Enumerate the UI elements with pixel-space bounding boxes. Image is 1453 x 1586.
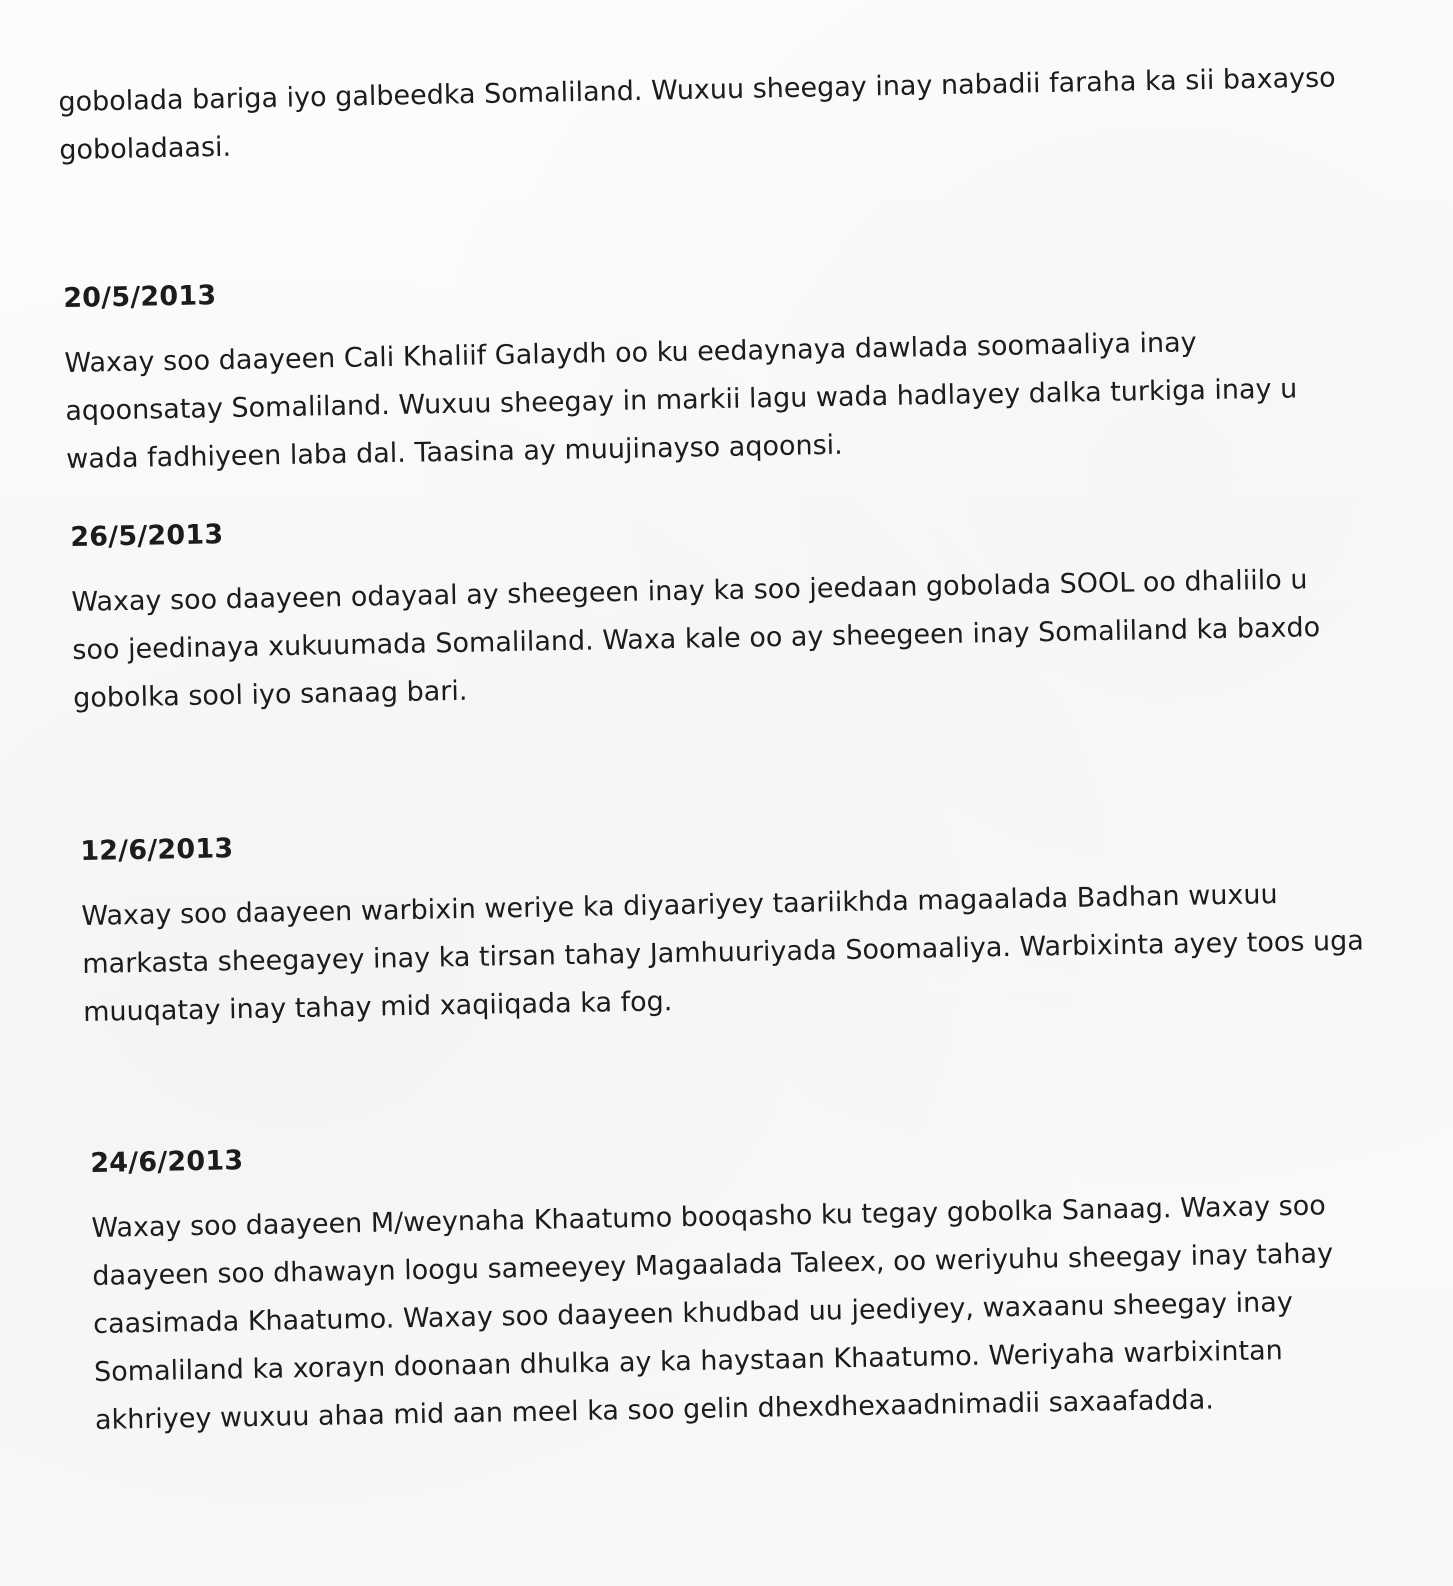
entry-section — [90, 1124, 1385, 1445]
entry-date: 26/5/2013 — [70, 519, 224, 553]
entry-paragraph: Waxay soo daayeen odayaal ay sheegeen inay ka soo jeedaan gobolada SOOL oo dhaliilo u soo jeedinaya xukuumada Somaliland. Waxa kale oo ay sheegeen inay Somaliland ka baxdo gobolka sool iyo sanaag bari. — [71, 564, 1321, 715]
entry-section — [63, 259, 1356, 484]
entry-date: 20/5/2013 — [63, 280, 217, 314]
entry-date: 12/6/2013 — [80, 833, 234, 867]
entry-section — [70, 498, 1363, 723]
entry-paragraph: Waxay soo daayeen M/weynaha Khaatumo booqasho ku tegay gobolka Sanaag. Waxay soo daayeen soo dhawayn loogu sameeyey Magaalada Taleex, oo weriyuhu sheegay inay tahay caasimada Khaatumo. Waxay soo daayeen khudbad uu jeediyey, waxaanu sheegay inay Somaliland ka xorayn doonaan dhulka ay ka haystaan Khaatumo. Weriyaha warbixintan akhriyey wuxuu ahaa mid aan meel ka soo gelin dhexdhexaadnimadii saxaafadda. — [91, 1190, 1334, 1437]
intro-paragraph: gobolada bariga iyo galbeedka Somaliland. Wuxuu sheegay inay nabadii faraha ka sii baxayso goboladaasi. — [58, 62, 1336, 167]
entry-paragraph: Waxay soo daayeen warbixin weriye ka diyaariyey taariikhda magaalada Badhan wuxuu markasta sheegayey inay ka tirsan tahay Jamhuuriyada Soomaaliya. Warbixinta ayey toos uga muuqatay inay tahay mid xaqiiqada ka fog. — [81, 879, 1365, 1029]
entry-date: 24/6/2013 — [90, 1145, 244, 1179]
entry-section — [80, 812, 1373, 1037]
entry-paragraph: Waxay soo daayeen Cali Khaliif Galaydh oo ku eedaynaya dawlada soomaaliya inay aqoonsatay Somaliland. Wuxuu sheegay in markii lagu wada hadlayey dalka turkiga inay u wada fadhiyeen laba dal. Taasina ay muujinayso aqoonsi. — [64, 327, 1298, 476]
